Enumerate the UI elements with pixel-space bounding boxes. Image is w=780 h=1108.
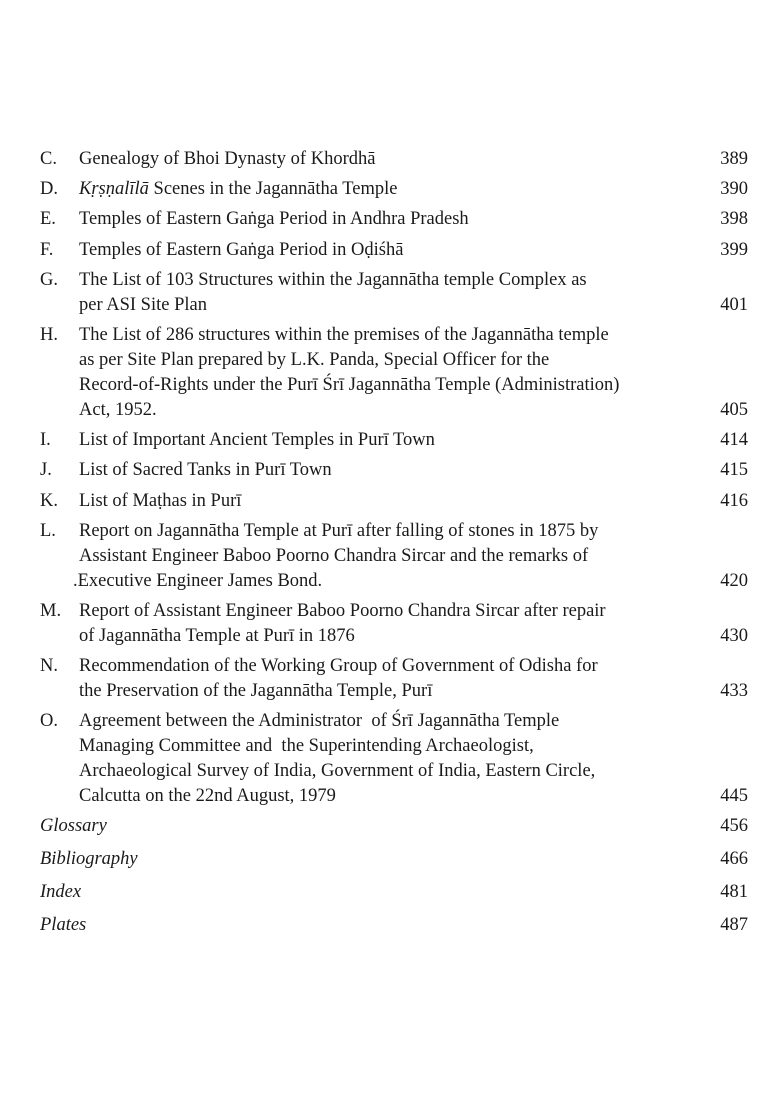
entry-page-number: 398 <box>720 209 748 230</box>
entry-title-line: List of Sacred Tanks in Purī Town <box>79 460 332 481</box>
entry-title <box>79 654 708 704</box>
entry-page-number: 466 <box>720 849 748 870</box>
entry-page-number: 430 <box>720 625 748 646</box>
entry-title-line: Act, 1952. <box>79 399 157 420</box>
entry-title-line: Managing Committee and the Superintending Archaeologist, <box>79 736 534 757</box>
entry-page-number: 399 <box>720 239 748 260</box>
entry-title-italic-term: Kṛṣṇalīlā <box>79 179 149 200</box>
entry-title-line: Recommendation of the Working Group of Government of Odisha for <box>79 656 598 677</box>
entry-title <box>79 268 708 318</box>
entry-title-line: per ASI Site Plan <box>79 294 207 315</box>
entry-letter: H. <box>40 324 58 345</box>
entry-title-line: Report on Jagannātha Temple at Purī after falling of stones in 1875 by <box>79 520 599 541</box>
entry-title <box>79 177 708 202</box>
entry-title-line: List of Maṭhas in Purī <box>79 490 242 511</box>
entry-title-line: Temples of Eastern Gaṅga Period in Andhra Pradesh <box>79 209 469 230</box>
entry-title-line <box>79 177 668 202</box>
entry-letter: C. <box>40 149 57 169</box>
toc-entry-appendix-i[interactable] <box>40 428 748 453</box>
entry-title <box>79 147 708 172</box>
toc-entry-appendix-d[interactable] <box>40 177 748 202</box>
entry-title-line: Temples of Eastern Gaṅga Period in Oḍiśhā <box>79 239 404 260</box>
toc-entry-plates[interactable] <box>40 913 748 938</box>
entry-letter: N. <box>40 656 58 677</box>
entry-page-number: 420 <box>720 570 748 591</box>
entry-page-number: 481 <box>720 882 748 903</box>
entry-title-line: Report of Assistant Engineer Baboo Poorno Chandra Sircar after repair <box>79 600 606 621</box>
entry-title-line: Calcutta on the 22nd August, 1979 <box>79 786 336 807</box>
entry-title <box>79 599 708 649</box>
table-of-contents <box>40 147 748 946</box>
entry-page-number: 390 <box>720 179 748 200</box>
entry-title <box>73 519 708 594</box>
entry-title-line: .Executive Engineer James Bond. <box>73 570 323 591</box>
toc-entry-appendix-n[interactable] <box>40 654 748 704</box>
entry-page-number: 487 <box>720 914 748 935</box>
entry-title-line: List of Important Ancient Temples in Purī Town <box>79 430 435 451</box>
entry-page-number: 415 <box>720 460 748 481</box>
entry-letter: J. <box>40 460 52 481</box>
toc-entry-appendix-c[interactable] <box>40 147 748 172</box>
toc-entry-appendix-m[interactable] <box>40 599 748 649</box>
entry-title <box>79 323 708 423</box>
entry-title-line: Record-of-Rights under the Purī Śrī Jagannātha Temple (Administration) <box>79 374 620 395</box>
entry-page-number: 456 <box>720 816 748 837</box>
toc-entry-appendix-e[interactable] <box>40 207 748 232</box>
entry-letter: O. <box>40 711 58 732</box>
entry-title-text: Scenes in the Jagannātha Temple <box>148 179 398 200</box>
entry-page-number: 389 <box>720 149 748 169</box>
entry-letter: E. <box>40 209 56 230</box>
toc-entry-appendix-k[interactable] <box>40 489 748 514</box>
entry-letter: G. <box>40 269 58 290</box>
toc-entry-appendix-f[interactable] <box>40 238 748 263</box>
entry-title-line: The List of 103 Structures within the Jagannātha temple Complex as <box>79 269 587 290</box>
entry-title: Plates <box>40 914 87 935</box>
toc-entry-appendix-h[interactable] <box>40 323 748 423</box>
entry-page-number: 416 <box>720 490 748 511</box>
toc-entry-appendix-j[interactable] <box>40 458 748 483</box>
toc-entry-index[interactable] <box>40 880 748 905</box>
entry-title-line: of Jagannātha Temple at Purī in 1876 <box>79 625 355 646</box>
entry-title <box>79 428 708 453</box>
entry-title: Index <box>40 882 82 903</box>
entry-title <box>79 207 708 232</box>
entry-page-number: 445 <box>720 786 748 807</box>
entry-title-line: Genealogy of Bhoi Dynasty of Khordhā <box>79 149 376 169</box>
entry-page-number: 401 <box>720 294 748 315</box>
toc-entry-appendix-o[interactable] <box>40 709 748 809</box>
entry-title <box>79 709 708 809</box>
entry-title-line: The List of 286 structures within the premises of the Jagannātha temple <box>79 324 609 345</box>
entry-letter: F. <box>40 239 54 260</box>
toc-entry-appendix-g[interactable] <box>40 268 748 318</box>
entry-page-number: 405 <box>720 399 748 420</box>
entry-title <box>79 489 708 514</box>
entry-title: Glossary <box>40 816 107 837</box>
entry-letter: D. <box>40 179 58 200</box>
toc-entry-glossary[interactable] <box>40 814 748 839</box>
entry-title-line: the Preservation of the Jagannātha Temple, Purī <box>79 681 433 702</box>
entry-page-number: 433 <box>720 681 748 702</box>
toc-entry-appendix-l[interactable] <box>40 519 748 594</box>
entry-title-line: Agreement between the Administrator of Śrī Jagannātha Temple <box>79 711 560 732</box>
entry-title <box>79 458 708 483</box>
entry-title <box>79 238 708 263</box>
entry-title-line: Assistant Engineer Baboo Poorno Chandra Sircar and the remarks of <box>79 545 589 566</box>
entry-letter: I. <box>40 430 51 451</box>
entry-title: Bibliography <box>40 849 138 870</box>
entry-title-line: as per Site Plan prepared by L.K. Panda, Special Officer for the <box>79 349 550 370</box>
toc-entry-bibliography[interactable] <box>40 847 748 872</box>
entry-letter: K. <box>40 490 58 511</box>
entry-letter: M. <box>40 600 62 621</box>
entry-title-line: Archaeological Survey of India, Government of India, Eastern Circle, <box>79 761 596 782</box>
entry-page-number: 414 <box>720 430 748 451</box>
entry-letter: L. <box>40 520 56 541</box>
